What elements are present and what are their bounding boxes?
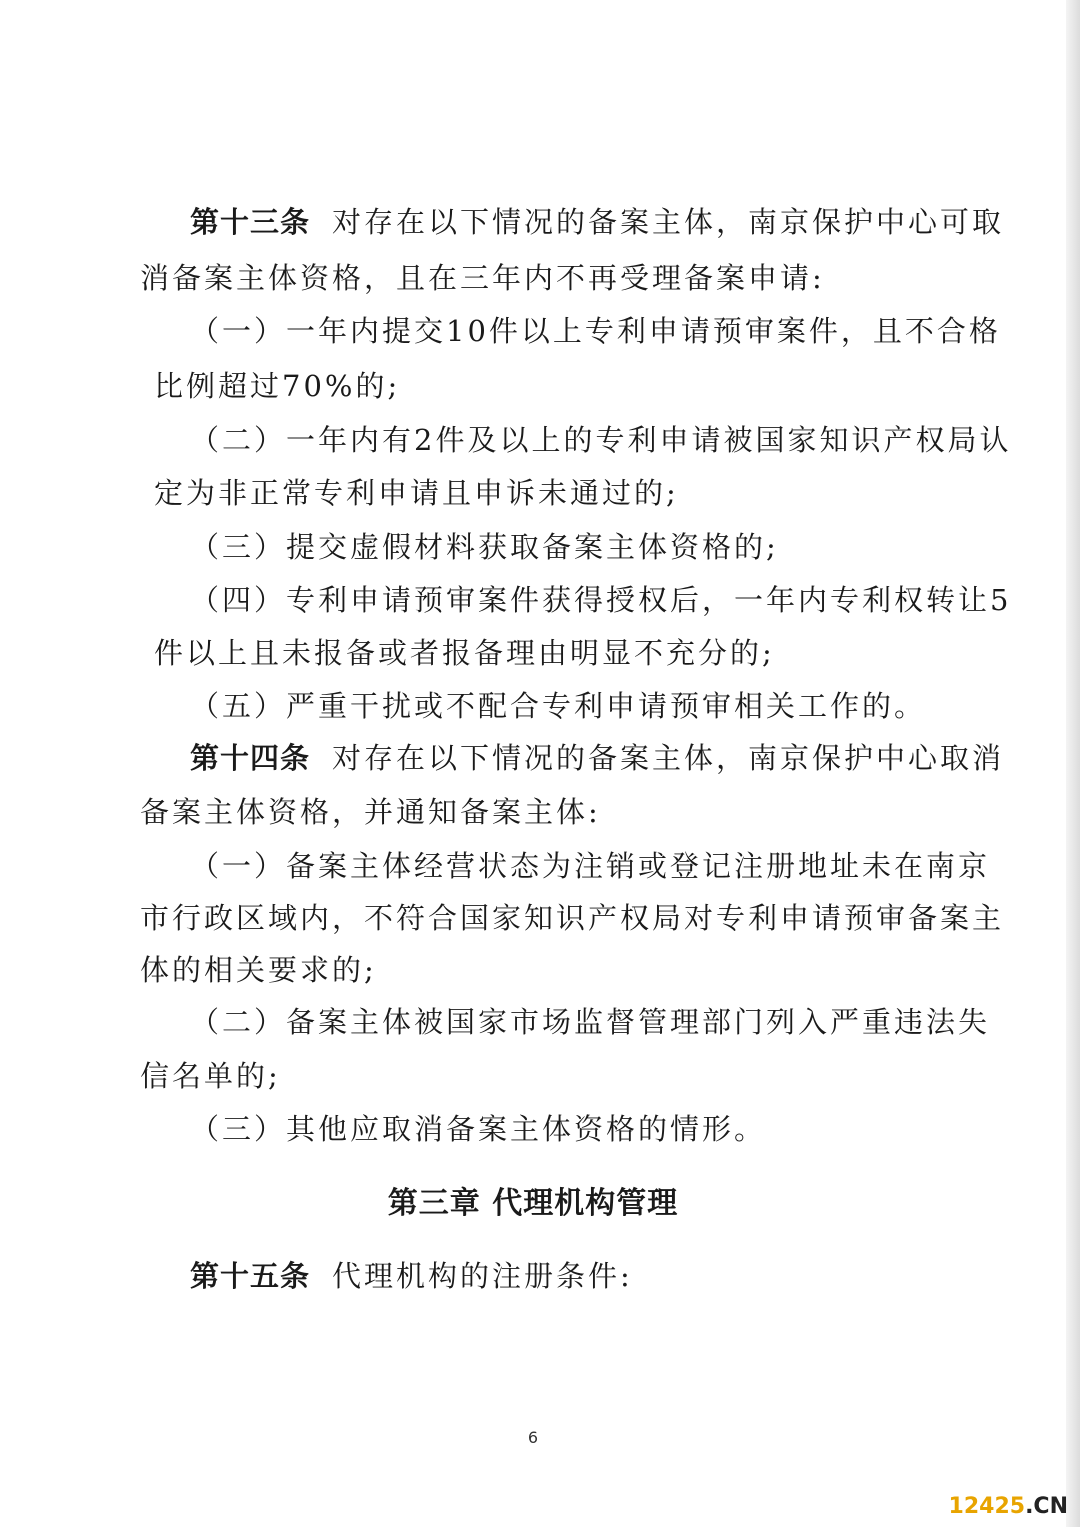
article14-line1 xyxy=(190,738,1005,778)
article13-item2-line2: 定为非正常专利申请且申诉未通过的; xyxy=(154,476,679,510)
article13-head: 第十三条 xyxy=(190,205,311,239)
article13-item3: （三）提交虚假材料获取备案主体资格的; xyxy=(190,530,779,564)
article15-line1 xyxy=(190,1256,940,1296)
article13-item2-line1: （二）一年内有2件及以上的专利申请被国家知识产权局认 xyxy=(190,423,1012,457)
article13-line1 xyxy=(190,202,1005,242)
chapter3-title: 第三章 代理机构管理 xyxy=(387,1186,679,1221)
article14-item1-line3: 体的相关要求的; xyxy=(140,953,377,987)
article13-item4-line2: 件以上且未报备或者报备理由明显不充分的; xyxy=(154,636,775,670)
article14-item3: （三）其他应取消备案主体资格的情形。 xyxy=(190,1112,767,1146)
page-edge-shadow xyxy=(1066,0,1080,1527)
site-watermark xyxy=(949,1494,1068,1519)
watermark-domain: .CN xyxy=(1025,1494,1068,1519)
article13-item4-line1: （四）专利申请预审案件获得授权后，一年内专利权转让5 xyxy=(190,583,1012,617)
article14-item1-line1: （一）备案主体经营状态为注销或登记注册地址未在南京 xyxy=(190,849,991,883)
article14-line2: 备案主体资格，并通知备案主体: xyxy=(140,795,601,829)
article15-head: 第十五条 xyxy=(190,1259,311,1293)
article13-line2: 消备案主体资格，且在三年内不再受理备案申请: xyxy=(140,261,825,295)
article14-item2-line2: 信名单的; xyxy=(140,1059,281,1093)
article13-item5: （五）严重干扰或不配合专利申请预审相关工作的。 xyxy=(190,689,927,723)
article13-text1: 对存在以下情况的备案主体，南京保护中心可取 xyxy=(332,205,1005,239)
article13-item1-line1: （一）一年内提交10件以上专利申请预审案件，且不合格 xyxy=(190,314,1001,348)
watermark-number: 12425 xyxy=(948,1494,1026,1519)
page-number: 6 xyxy=(527,1428,539,1447)
article14-head: 第十四条 xyxy=(190,741,311,775)
article13-item1-line2: 比例超过70%的; xyxy=(154,369,401,403)
article14-item1-line2: 市行政区域内，不符合国家知识产权局对专利申请预审备案主 xyxy=(140,901,1005,935)
article15-text1: 代理机构的注册条件: xyxy=(332,1259,633,1293)
article14-item2-line1: （二）备案主体被国家市场监督管理部门列入严重违法失 xyxy=(190,1005,991,1039)
article14-text1: 对存在以下情况的备案主体，南京保护中心取消 xyxy=(332,741,1005,775)
